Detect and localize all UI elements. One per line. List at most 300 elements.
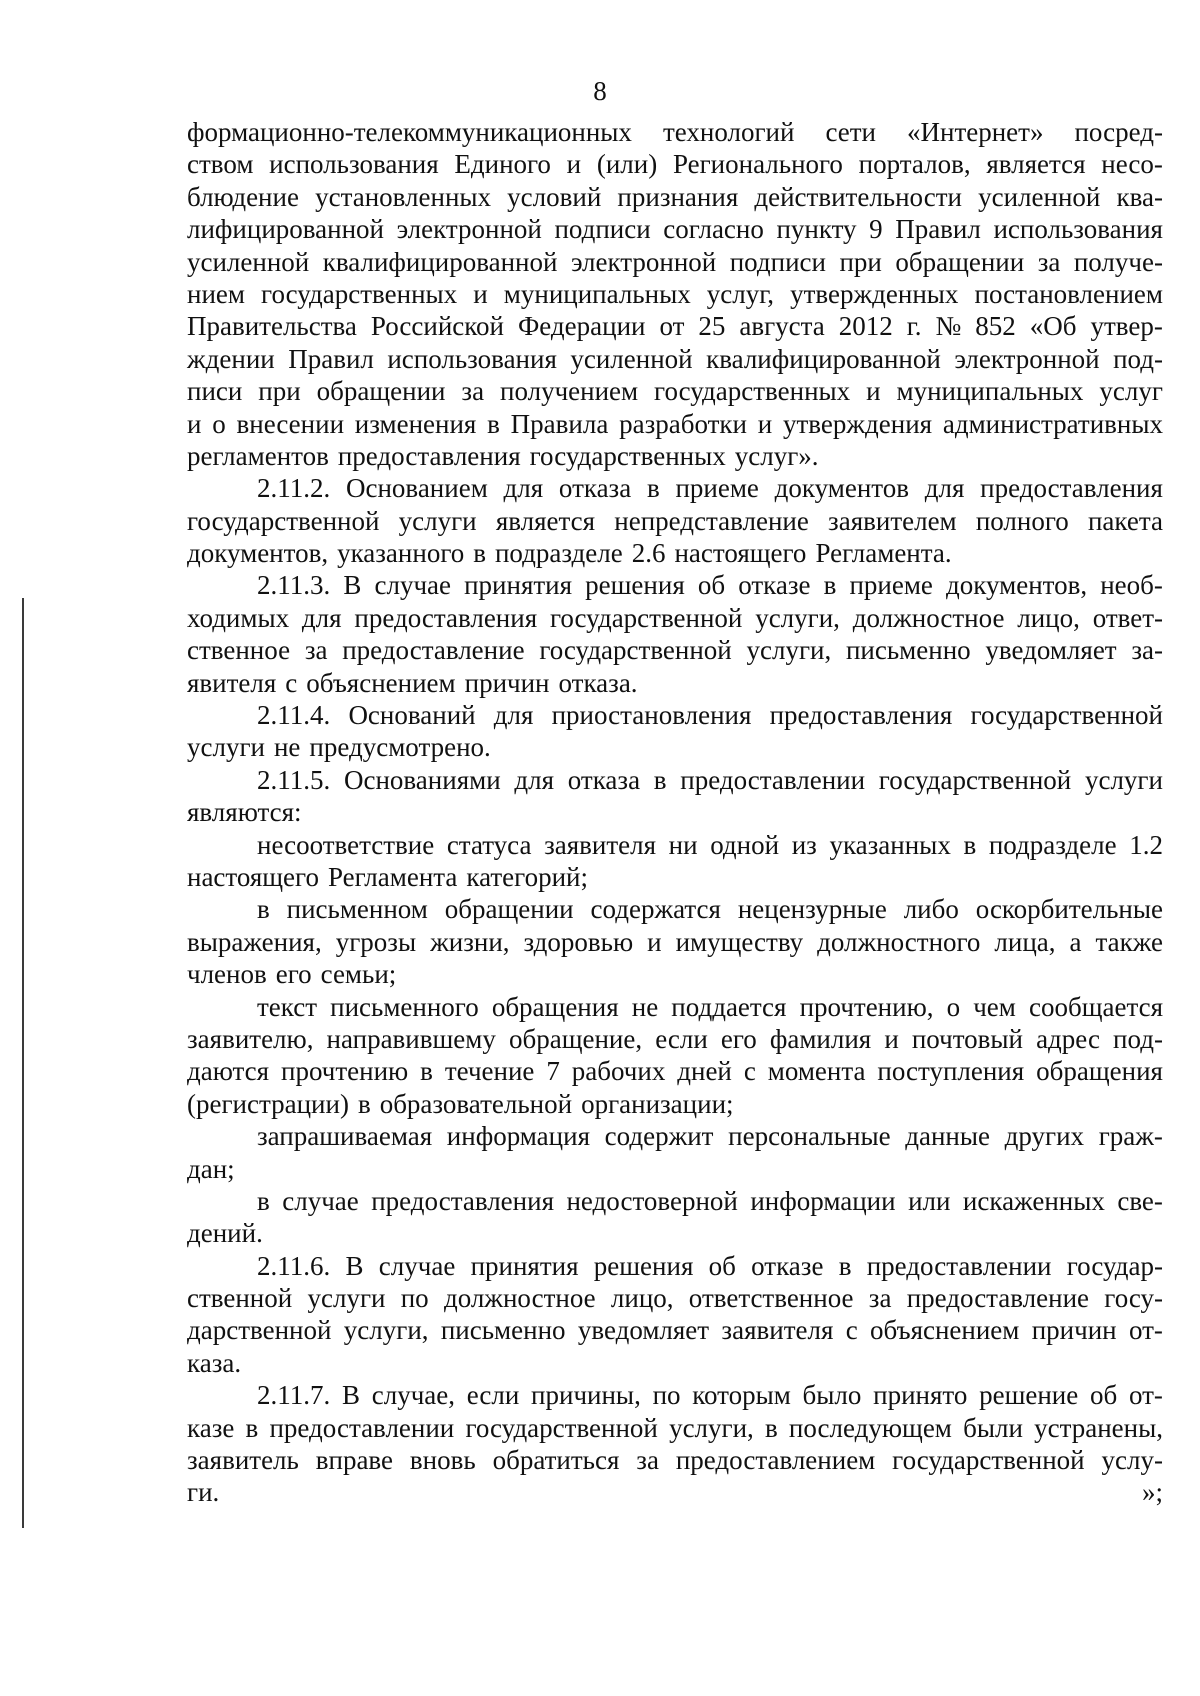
- word: от-: [1128, 1380, 1163, 1411]
- word: получе-: [1073, 246, 1163, 277]
- word: были: [963, 1412, 1023, 1443]
- word: случае,: [371, 1380, 455, 1411]
- word: формационно-телекоммуникационных: [187, 117, 632, 147]
- word: административных: [942, 408, 1163, 439]
- text-line: [187, 1088, 1163, 1120]
- word: ответ-: [1092, 602, 1163, 633]
- word: Правил: [288, 343, 374, 374]
- word: квалифицированной: [322, 246, 558, 277]
- word: установленных: [315, 181, 492, 212]
- word: предоставления: [337, 440, 521, 471]
- word: «Интернет»: [907, 117, 1044, 147]
- word: дарственной: [187, 1315, 332, 1346]
- text-line: [187, 375, 1163, 407]
- page-number: 8: [593, 76, 607, 106]
- word: образовательной: [379, 1088, 573, 1119]
- word: организации;: [581, 1088, 734, 1119]
- word: услу-: [1101, 1445, 1163, 1476]
- word: государственных: [654, 376, 851, 407]
- word: 2.11.2.: [257, 473, 331, 504]
- word: посред-: [1074, 117, 1163, 147]
- word: дней: [677, 1056, 732, 1087]
- word: обращения: [491, 991, 619, 1022]
- word: предоставления: [769, 700, 953, 731]
- word: све-: [1117, 1185, 1163, 1216]
- word: в: [764, 1412, 778, 1443]
- word: 852: [975, 311, 1016, 342]
- text-line: [187, 634, 1163, 666]
- word: и: [473, 278, 488, 309]
- word: для: [493, 700, 534, 731]
- word: услуг: [1099, 376, 1163, 407]
- word: ственное: [187, 635, 291, 666]
- word: Правительства: [187, 311, 357, 342]
- text-line: [187, 537, 1163, 569]
- word: и: [566, 149, 582, 180]
- word: случае: [378, 1250, 456, 1281]
- word: в: [838, 1250, 852, 1281]
- word: прочтению,: [799, 991, 934, 1022]
- word: дан;: [187, 1153, 235, 1184]
- word: с: [845, 1315, 858, 1346]
- word: в: [653, 764, 667, 795]
- word: (или): [596, 149, 658, 180]
- word: под-: [1113, 343, 1163, 374]
- word: Основаниями: [343, 764, 501, 795]
- word: поддается: [671, 991, 787, 1022]
- word: внесении: [236, 408, 345, 439]
- word: причин: [464, 667, 550, 698]
- word: отказа: [567, 764, 641, 795]
- word: предоставление: [906, 1283, 1090, 1314]
- word: изменения: [354, 408, 477, 439]
- word: и: [187, 408, 202, 439]
- word: заявитель: [187, 1445, 299, 1476]
- word: предоставлении: [680, 764, 866, 795]
- word: сообщается: [1028, 991, 1163, 1022]
- word: причин: [1031, 1315, 1117, 1346]
- word: данные: [905, 1121, 990, 1152]
- word: услуги: [1084, 764, 1163, 795]
- word: ждении: [187, 343, 275, 374]
- word: в: [357, 1088, 371, 1119]
- word: лицо,: [1017, 602, 1080, 633]
- word: 2.11.7.: [257, 1380, 331, 1411]
- word: Федерации: [517, 311, 646, 342]
- word: лифицированной: [187, 214, 384, 245]
- word: запрашиваемая: [257, 1121, 433, 1152]
- word: членов: [187, 959, 267, 990]
- word: объяснением: [306, 667, 456, 698]
- word: утвер-: [1090, 311, 1163, 342]
- word: для: [514, 764, 555, 795]
- word: является: [495, 505, 596, 536]
- word: вправе: [315, 1445, 394, 1476]
- word: необ-: [1100, 570, 1163, 601]
- word: писи: [187, 376, 243, 407]
- text-line: [187, 505, 1163, 537]
- text-line: [187, 1120, 1163, 1152]
- word: было: [802, 1380, 862, 1411]
- word: 9: [869, 214, 883, 245]
- word: персональные: [728, 1121, 891, 1152]
- word: непредставление: [614, 505, 809, 536]
- word: разработки: [619, 408, 747, 439]
- word: каза.: [187, 1347, 242, 1378]
- text-line: [187, 148, 1163, 180]
- word: государственной: [892, 1445, 1085, 1476]
- word: предоставление: [342, 635, 525, 666]
- word: 2.11.5.: [257, 764, 331, 795]
- word: ответственное: [688, 1283, 854, 1314]
- text-line: [187, 893, 1163, 925]
- word: 1.2: [1129, 829, 1163, 860]
- word: услуги: [187, 732, 265, 763]
- word: за: [868, 1283, 892, 1314]
- word: являются:: [187, 797, 302, 828]
- word: 2.11.6.: [257, 1250, 331, 1281]
- text-line: [187, 1250, 1163, 1282]
- word: имуществу: [675, 926, 804, 957]
- text-line: [187, 1379, 1163, 1411]
- closing-quote: »;: [1141, 1477, 1163, 1508]
- word: отказе: [751, 1250, 824, 1281]
- text-line: [187, 181, 1163, 213]
- word: 25: [698, 311, 726, 342]
- word: 2.6: [631, 538, 666, 569]
- word: решение: [979, 1380, 1079, 1411]
- word: использования: [387, 343, 557, 374]
- word: августа: [739, 311, 825, 342]
- word: должностное: [852, 602, 1005, 633]
- word: блюдение: [187, 181, 299, 212]
- word: порталов,: [858, 149, 971, 180]
- text-line: [187, 472, 1163, 504]
- word: ством: [187, 149, 254, 180]
- word: информация: [446, 1121, 590, 1152]
- word: предоставлением: [675, 1445, 876, 1476]
- word: услуги: [398, 505, 477, 536]
- word: Оснований: [348, 700, 476, 731]
- text-line: [187, 343, 1163, 375]
- text-line: [187, 569, 1163, 601]
- word: из: [791, 829, 817, 860]
- word: его: [275, 959, 312, 990]
- text-line: [187, 116, 1163, 148]
- word: момента: [767, 1056, 866, 1087]
- word: подразделе: [988, 829, 1117, 860]
- word: электронной: [954, 343, 1100, 374]
- word: обращении: [316, 376, 446, 407]
- word: должностное: [443, 1283, 596, 1314]
- word: государ-: [1066, 1250, 1163, 1281]
- word: о: [946, 991, 961, 1022]
- word: признания: [617, 181, 739, 212]
- word: уведомляет: [577, 1315, 710, 1346]
- word: в: [245, 1412, 259, 1443]
- word: услуг».: [734, 440, 819, 471]
- word: Правила: [510, 408, 609, 439]
- word: с: [285, 667, 298, 698]
- word: об: [697, 570, 726, 601]
- text-line: [187, 246, 1163, 278]
- word: его: [720, 1023, 757, 1054]
- word: использования: [269, 149, 439, 180]
- word: за: [636, 1445, 659, 1476]
- text-line: [187, 1185, 1163, 1217]
- word: заявителя: [544, 829, 657, 860]
- word: явителя: [187, 667, 277, 698]
- text-line: [187, 1282, 1163, 1314]
- word: государственной: [465, 1412, 658, 1443]
- word: принятия: [464, 570, 573, 601]
- word: поступления: [877, 1056, 1025, 1087]
- text-line: [187, 1347, 1163, 1379]
- word: утверждения: [783, 408, 933, 439]
- word: ходимых: [187, 602, 290, 633]
- word: В: [343, 570, 362, 601]
- text-line: [187, 440, 1163, 472]
- word: согласно: [663, 214, 764, 245]
- word: случае: [374, 570, 451, 601]
- word: принято: [873, 1380, 968, 1411]
- word: госу-: [1104, 1283, 1163, 1314]
- word: предоставлении: [866, 1250, 1052, 1281]
- word: (регистрации): [187, 1088, 349, 1119]
- word: 2012: [838, 311, 893, 342]
- word: недостоверной: [566, 1185, 738, 1216]
- text-line: [187, 310, 1163, 342]
- word: является: [986, 149, 1086, 180]
- word: если: [655, 1023, 708, 1054]
- word: муниципальных: [896, 376, 1084, 407]
- word: электронной: [396, 214, 542, 245]
- word: заявителем: [828, 505, 957, 536]
- word: чем: [973, 991, 1016, 1022]
- word: предоставлении: [269, 1412, 455, 1443]
- text-line: [187, 278, 1163, 310]
- word: за: [1037, 246, 1061, 277]
- word: о: [212, 408, 226, 439]
- word: прочтению: [281, 1056, 409, 1087]
- word: жизни,: [430, 926, 510, 957]
- word: содержит: [604, 1121, 714, 1152]
- text-line: [187, 861, 1163, 893]
- word: в: [257, 1185, 270, 1216]
- word: принятия: [470, 1250, 579, 1281]
- text-line: [187, 699, 1163, 731]
- text-line: [187, 1055, 1163, 1087]
- word: в: [487, 408, 500, 439]
- word: пакета: [1087, 505, 1163, 536]
- word: государственных: [529, 440, 726, 471]
- word: по: [400, 1283, 429, 1314]
- word: решения: [593, 1250, 694, 1281]
- word: государственной: [878, 764, 1072, 795]
- word: настоящего: [187, 861, 319, 892]
- word: документов: [774, 473, 909, 504]
- word: подразделе: [494, 538, 623, 569]
- word: текст: [257, 991, 318, 1022]
- word: услуги,: [669, 1412, 754, 1443]
- word: или: [908, 1185, 951, 1216]
- margin-vertical-line: [22, 598, 24, 1528]
- word: 2.11.3.: [257, 570, 331, 601]
- text-line: [187, 1444, 1163, 1476]
- word: последующем: [788, 1412, 952, 1443]
- word: обращении: [895, 246, 1025, 277]
- word: семьи;: [320, 959, 397, 990]
- word: для: [301, 602, 342, 633]
- word: за: [304, 635, 328, 666]
- word: Российской: [370, 311, 504, 342]
- word: технологий: [662, 117, 795, 147]
- word: пункту: [776, 214, 857, 245]
- word: уведомляет: [985, 635, 1117, 666]
- word: Единого: [454, 149, 551, 180]
- word: объяснением: [870, 1315, 1020, 1346]
- word: приостановления: [551, 700, 752, 731]
- word: услуги,: [755, 602, 840, 633]
- word: нецензурные: [737, 894, 887, 925]
- text-line: [187, 796, 1163, 828]
- word: В: [345, 1250, 364, 1281]
- word: за-: [1131, 635, 1163, 666]
- word: электронной: [570, 246, 717, 277]
- word: услуг,: [706, 278, 775, 309]
- word: случае: [282, 1185, 359, 1216]
- word: указанного: [337, 538, 465, 569]
- word: статуса: [446, 829, 532, 860]
- word: обратиться: [492, 1445, 620, 1476]
- word: усиленной: [187, 246, 310, 277]
- word: и: [647, 926, 662, 957]
- text-line: [187, 1476, 1163, 1508]
- word: несоответствие: [257, 829, 435, 860]
- word: указанных: [829, 829, 951, 860]
- word: в: [963, 829, 977, 860]
- word: услуги: [307, 1283, 386, 1314]
- text-line: [187, 1412, 1163, 1444]
- word: предоставления: [980, 473, 1163, 504]
- word: других: [1004, 1121, 1085, 1152]
- word: по: [652, 1380, 681, 1411]
- word: рабочих: [571, 1056, 666, 1087]
- word: об: [1089, 1380, 1118, 1411]
- word: предусмотрено.: [309, 732, 491, 763]
- word: приеме: [675, 473, 759, 504]
- word: обращения: [1036, 1056, 1163, 1087]
- word: письменного: [330, 991, 479, 1022]
- word: Основанием: [346, 473, 488, 504]
- word: либо: [903, 894, 959, 925]
- word: в: [257, 894, 270, 925]
- word: получением: [500, 376, 639, 407]
- word: оскорбительные: [975, 894, 1163, 925]
- word: обращение,: [508, 1023, 643, 1054]
- word: в: [646, 473, 660, 504]
- word: должностного: [817, 926, 981, 957]
- word: письменно: [845, 635, 971, 666]
- word: и: [757, 408, 773, 439]
- text-line: [187, 731, 1163, 763]
- word: Регионального: [672, 149, 843, 180]
- word: 7: [546, 1056, 560, 1087]
- word: решения: [585, 570, 685, 601]
- text-line: [187, 1153, 1163, 1185]
- text-line: [187, 829, 1163, 861]
- word: также: [1095, 926, 1163, 957]
- word: почтовый: [911, 1023, 1023, 1054]
- word: даются: [187, 1056, 270, 1087]
- word: от-: [1128, 1315, 1163, 1346]
- word: от: [659, 311, 685, 342]
- word: действительности: [754, 181, 962, 212]
- word: фамилия: [769, 1023, 872, 1054]
- word: с: [743, 1056, 756, 1087]
- word: Правил: [895, 214, 981, 245]
- word: лицо,: [610, 1283, 674, 1314]
- word: подписи: [729, 246, 826, 277]
- word: за: [461, 376, 485, 407]
- word: ни: [668, 829, 698, 860]
- word: дений.: [187, 1218, 263, 1249]
- text-line: [187, 926, 1163, 958]
- word: ги.: [187, 1477, 220, 1508]
- word: муниципальных: [503, 278, 691, 309]
- word: государственных: [261, 278, 458, 309]
- word: использования: [993, 214, 1163, 245]
- word: регламентов: [187, 440, 329, 471]
- word: усиленной: [570, 343, 693, 374]
- word: информации: [750, 1185, 896, 1216]
- word: причины,: [531, 1380, 641, 1411]
- word: приеме: [849, 570, 933, 601]
- word: выражения,: [187, 926, 322, 957]
- text-line: [187, 667, 1163, 699]
- word: в: [473, 538, 486, 569]
- text-line: [187, 1314, 1163, 1346]
- word: одной: [710, 829, 780, 860]
- body-text: [187, 116, 1163, 1509]
- text-line: [187, 958, 1163, 990]
- word: «Об: [1029, 311, 1077, 342]
- word: 2.11.4.: [257, 700, 331, 731]
- word: при: [258, 376, 301, 407]
- word: нием: [187, 278, 245, 309]
- text-line: [187, 764, 1163, 796]
- word: В: [341, 1380, 360, 1411]
- word: сети: [825, 117, 876, 147]
- text-line: [187, 1217, 1163, 1249]
- word: государственной: [970, 700, 1163, 731]
- word: постановлением: [974, 278, 1163, 309]
- word: ква-: [1116, 181, 1163, 212]
- text-line: [187, 602, 1163, 634]
- word: казе: [187, 1412, 235, 1443]
- word: утвержденных: [790, 278, 959, 309]
- word: государственной: [549, 602, 743, 633]
- word: для: [924, 473, 965, 504]
- word: услуги,: [746, 635, 832, 666]
- word: об: [708, 1250, 736, 1281]
- word: и: [884, 1023, 899, 1054]
- word: предоставления: [354, 602, 538, 633]
- word: адрес: [1036, 1023, 1100, 1054]
- word: и: [866, 376, 881, 407]
- word: граж-: [1098, 1121, 1163, 1152]
- word: если: [466, 1380, 520, 1411]
